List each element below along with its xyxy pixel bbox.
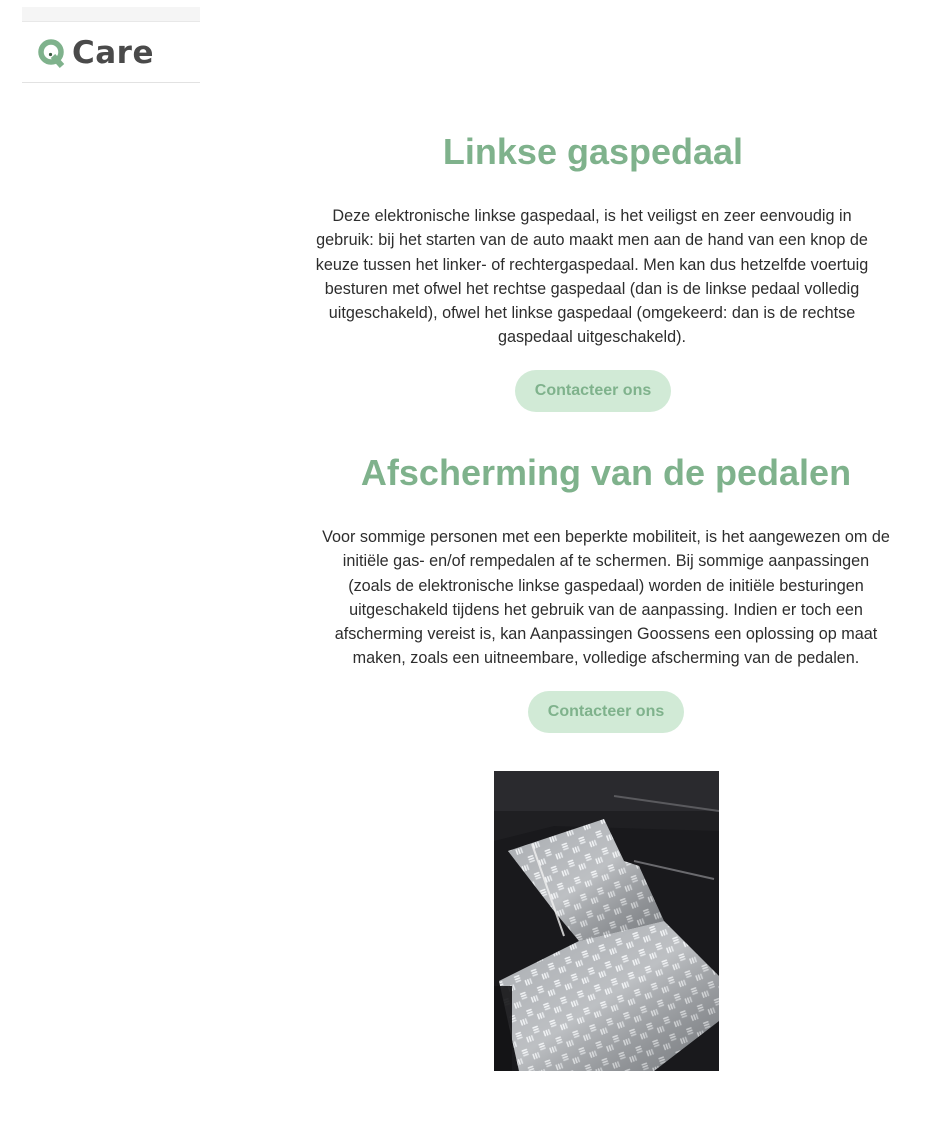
body-line: initiële gas- en/of rempedalen af te schermen. Bij sommige aanpassingen [342, 552, 870, 571]
section-title: Afscherming van de pedalen [360, 452, 852, 493]
body-line: gaspedaal uitgeschakeld). [497, 328, 687, 347]
logo-link[interactable] [38, 33, 154, 73]
pedal-cover-illustration [494, 771, 719, 1071]
q-logo-icon [38, 39, 66, 67]
section-body [296, 525, 916, 671]
body-line: Deze elektronische linkse gaspedaal, is het veiligst en zeer eenvoudig in [332, 207, 852, 225]
section-body [286, 204, 898, 350]
body-line: afscherming vereist is, kan Aanpassingen Goossens een oplossing op maat [334, 625, 878, 644]
body-line: uitgeschakeld tijdens het gebruik van de aanpassing. Indien er toch een [349, 600, 863, 619]
pedal-cover-image [494, 771, 719, 1071]
body-line: uitgeschakeld), ofwel het linkse gaspedaal (omgekeerd: dan is de rechtse [328, 304, 856, 323]
site-header [22, 7, 200, 83]
body-line: keuze tussen het linker- of rechtergaspedaal. Men kan dus hetzelfde voertuig [315, 255, 869, 274]
section-title: Linkse gaspedaal [442, 131, 744, 172]
button-row [300, 691, 912, 733]
logo-text: Care [72, 34, 154, 71]
contact-button[interactable]: Contacteer ons [515, 370, 671, 412]
body-line: gebruik: bij het starten van de auto maakt men aan de hand van een knop de [316, 231, 868, 250]
contact-button[interactable]: Contacteer ons [528, 691, 684, 733]
section-afscherming-pedalen [300, 451, 912, 733]
body-line: Voor sommige personen met een beperkte mobiliteit, is het aangewezen om de [322, 528, 890, 546]
header-top-bar [22, 7, 200, 22]
body-line: besturen met ofwel het rechtse gaspedaal (dan is de linkse pedaal volledig [324, 279, 860, 298]
body-line: maken, zoals een uitneembare, volledige afscherming van de pedalen. [352, 649, 860, 668]
section-linkse-gaspedaal [300, 130, 912, 412]
body-line: (zoals de elektronische linkse gaspedaal) worden de initiële besturingen [348, 576, 864, 595]
button-row [274, 370, 912, 412]
